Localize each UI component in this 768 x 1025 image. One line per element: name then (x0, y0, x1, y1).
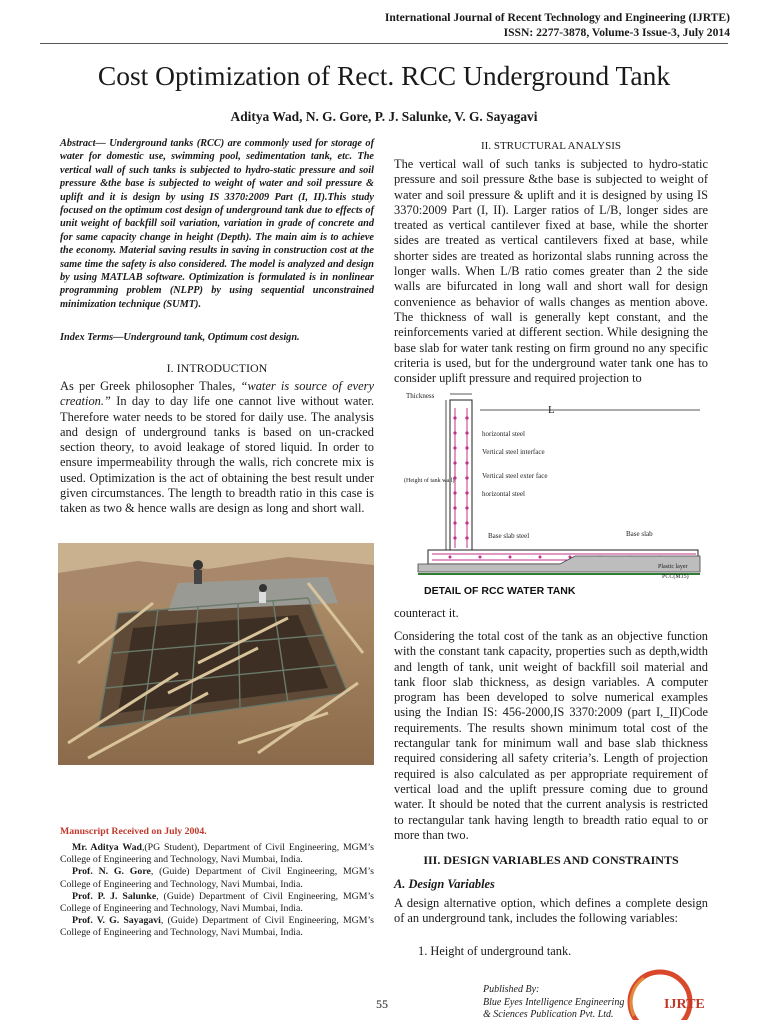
structural-paragraph-1: The vertical wall of such tanks is subjected to hydro-static pressure and soil pressure &the base is subjected to weight of water and soil pressure & uplift and it is designed by using IS 3370:2009 Part (I, II). Larger ratios of L/B, longer sides are treated as vertical cantilever fixed at base, while the shorter sides are treated as vertical cantilevers fixed at base, while shorter sides are treated as horizontal slabs running across the longer walls. When L/B ratio comes greater than 2 the side walls are bifurcated in long wall and short wall for design convenience as behavior of walls changes as mention above. The thickness of wall is generally kept constant, and the reinforcements varied at different section. While designing the base slab for water tank resting on firm ground no any specific criteria is used, but for the underground water tank one has to consider uplift pressure and required projection to (394, 157, 708, 386)
label-horizontal-steel-top: horizontal steel (482, 430, 525, 438)
list-item: 1. Height of underground tank. (418, 944, 572, 958)
label-vertical-steel-exterface: Vertical steel exter face (482, 472, 548, 480)
structural-paragraph-1-end: counteract it. (394, 606, 459, 620)
label-base-slab-steel: Base slab steel (488, 532, 530, 540)
abstract-text: Underground tanks (RCC) are commonly used for storage of water for domestic use, swimming pool, sedimentation tank, etc. The vertical wall of such tanks is subjected to hydro-static pressure and soil pressure &the base is subjected to weight of water and soil pressure & uplift and it is design by using IS 3370:2009 Part (I, II).This study focused on the optimum cost design of underground tank due to effects of unit weight of backfill soil variation, variation in grade of concrete and for same capacity change in height (Depth). The main aim is to achieve the economy. Material saving results in saving in construction cost at the same time the safety is also considered. The model is analyzed and design by using MATLAB software. Optimization is formulated is in nonlinear programming problem (NLPP) by using sequential unconstrained minimization technique (SUMT). (60, 138, 374, 310)
subsection-design-variables: A. Design Variables (394, 877, 495, 891)
affiliation-text: , (Guide) Department of Civil Engineering, MGM’s College of Engineering and Technology, Navi Mumbai, India. (60, 890, 374, 915)
label-plastic-layer: Plastic layer (658, 564, 688, 570)
paper-authors: Aditya Wad, N. G. Gore, P. J. Salunke, V. G. Sayagavi (230, 109, 538, 124)
journal-header (385, 10, 730, 40)
publisher-line-2: & Sciences Publication Pvt. Ltd. (483, 1009, 614, 1020)
affiliation-name: Prof. P. J. Salunke (72, 890, 157, 902)
affiliation-3 (60, 891, 374, 915)
abstract (60, 137, 374, 311)
index-terms: Index Terms—Underground tank, Optimum cost design. (60, 332, 300, 343)
label-base-slab: Base slab (626, 530, 653, 538)
section-heading-introduction: I. INTRODUCTION (166, 361, 268, 375)
affiliation-name: Prof. N. G. Gore (72, 866, 151, 878)
journal-name: International Journal of Recent Technology and Engineering (IJRTE) (384, 11, 730, 24)
structural-paragraph-2: Considering the total cost of the tank as an objective function with the constant tank capacity, properties such as depth,width and length of tank, unit weight of backfill soil material and tank floor slab thickness, as design variables. A computer program has been developed to solve numerical examples using the Indian IS: 456-2000,IS 3370:2009 (part I,_II)Code requirements. The results shown minimum total cost of the rectangular tank for minimum wall and base slab thickness required considering all safety criteria’s. Length of projection required is also calculated as per appropriate requirement of vertical load and the uplift pressure coming due to ground water. It should be noted that the current analysis is restricted to rectangular tank having length to breadth ratio equal to or more than two. (394, 629, 708, 842)
header-rule (40, 43, 728, 44)
affiliation-4 (60, 915, 374, 939)
label-horizontal-steel-mid: horizontal steel (482, 490, 525, 498)
author-affiliations (60, 842, 374, 940)
paper-title: Cost Optimization of Rect. RCC Underground Tank (97, 60, 671, 91)
section-heading-structural: II. STRUCTURAL ANALYSIS (481, 140, 621, 152)
ijrte-logo (624, 966, 710, 1020)
label-length: L (548, 404, 555, 416)
affiliation-2 (60, 866, 374, 890)
affiliation-text: , (Guide) Department of Civil Engineering, MGM’s College of Engineering and Technology, Navi Mumbai, India. (60, 915, 374, 939)
construction-photo (58, 543, 374, 765)
publisher-block (483, 984, 624, 1022)
intro-text-b: In day to day life one cannot live without water. Therefore water needs to be stored for daily use. The analysis and design of underground tanks is based on un-cracked section theory, to avoid leakage of stored liquid. In order to ensure impermeability through the walls, rich concrete mix is used. Optimization is the act of obtaining the best result under given circumstances. The length to breadth ratio in this case is taken as two & hence walls are design as long and short wall. (60, 394, 374, 516)
manuscript-received: Manuscript Received on July 2004. (60, 826, 207, 837)
logo-text: IJRTE (664, 997, 705, 1012)
page-number: 55 (376, 997, 388, 1011)
intro-paragraph (60, 379, 374, 517)
publisher-line-1: Blue Eyes Intelligence Engineering (483, 996, 625, 1008)
journal-issn: ISSN: 2277-3878, Volume-3 Issue-3, July 2014 (503, 26, 730, 39)
section-heading-design: III. DESIGN VARIABLES AND CONSTRAINTS (423, 853, 679, 867)
intro-text-a: As per Greek philosopher Thales, (60, 379, 241, 393)
affiliation-text: ,(PG Student), Department of Civil Engineering, MGM’s College of Engineering and Technology, Navi Mumbai, India. (60, 842, 374, 866)
label-pcc: PCC(M15) (662, 574, 689, 580)
abstract-lead: Abstract— (60, 138, 106, 149)
affiliation-name: Mr. Aditya Wad (72, 842, 142, 853)
label-thickness: Thickness (406, 392, 435, 400)
published-by: Published By: (483, 984, 540, 995)
label-height: (Height of tank wall) (404, 478, 455, 484)
affiliation-text: , (Guide) Department of Civil Engineering, MGM’s College of Engineering and Technology, Navi Mumbai, India. (60, 866, 374, 890)
rcc-tank-diagram (400, 388, 710, 600)
diagram-caption: DETAIL OF RCC WATER TANK (424, 585, 576, 597)
intro-quote: “water is source of every creation.” (60, 379, 374, 409)
design-paragraph: A design alternative option, which defines a complete design of an underground tank, includes the following variables: (394, 896, 708, 926)
affiliation-name: Prof. V. G. Sayagavi (72, 915, 161, 927)
affiliation-1 (60, 842, 374, 866)
label-vertical-steel-interface: Vertical steel interface (482, 448, 545, 456)
